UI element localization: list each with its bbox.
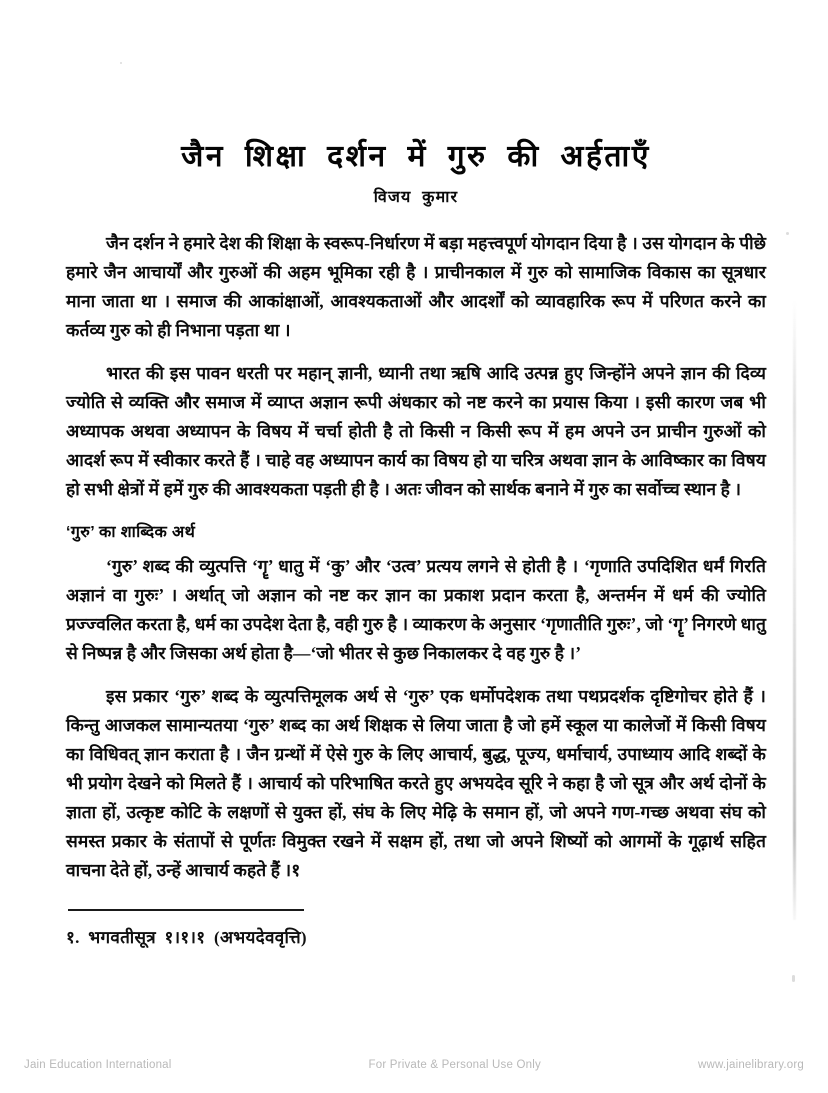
paragraph: इस प्रकार ‘गुरु’ शब्द के व्युत्पत्तिमूलक अर्थ से ‘गुरु’ एक धर्मोपदेशक तथा पथप्रदर्शक दृष्टिगोचर होते हैं । किन्तु आजकल सामान्यतया ‘गुरु’ शब्द का अर्थ शिक्षक से लिया जाता है जो हमें स्कूल या कालेजों में किसी विषय का विधिवत् ज्ञान कराता है । जैन ग्रन्थों में ऐसे गुरु के लिए आचार्य, बुद्ध, पूज्य, धर्माचार्य, उपाध्याय आदि शब्दों के भी प्रयोग देखने को मिलते हैं । आचार्य को परिभाषित करते हुए अभयदेव सूरि ने कहा है जो सूत्र और अर्थ दोनों के ज्ञाता हों, उत्कृष्ट कोटि के लक्षणों से युक्त हों, संघ के लिए मेढ़ि के समान हों, जो अपने गण-गच्छ अथवा संघ को समस्त प्रकार के संतापों से पूर्णतः विमुक्त रखने में सक्षम हों, तथा जो अपने शिष्यों को आगमों के गूढ़ार्थ सहित वाचना देते हों, उन्हें आचार्य कहते हैं ।१ bbox=[66, 685, 766, 880]
section-subheading: ‘गुरु’ का शाब्दिक अर्थ bbox=[66, 523, 196, 541]
footer-organization: Jain Education International bbox=[24, 1059, 172, 1071]
footnote-entry: १. भगवतीसूत्र १।१।१ (अभयदेववृत्ति) bbox=[66, 927, 307, 947]
footer-website-url: www.jainelibrary.org bbox=[697, 1059, 804, 1071]
scan-gutter-artifact bbox=[793, 300, 796, 920]
author-byline: विजय कुमार bbox=[373, 188, 459, 206]
footnote-section bbox=[66, 909, 766, 948]
scan-speck-icon bbox=[792, 975, 795, 982]
page-title: जैन शिक्षा दर्शन में गुरु की अर्हताएँ bbox=[181, 140, 651, 173]
paragraph: जैन दर्शन ने हमारे देश की शिक्षा के स्वरूप-निर्धारण में बड़ा महत्त्वपूर्ण योगदान दिया है । उस योगदान के पीछे हमारे जैन आचार्यों और गुरुओं की अहम भूमिका रही है । प्राचीनकाल में गुरु को सामाजिक विकास का सूत्रधार माना जाता था । समाज की आकांक्षाओं, आवश्यकताओं और आदर्शों को व्यावहारिक रूप में परिणत करने का कर्तव्य गुरु को ही निभाना पड़ता था । bbox=[66, 232, 766, 340]
paragraph: ‘गुरु’ शब्द की व्युत्पत्ति ‘गॄ’ धातु में ‘कु’ और ‘उत्व’ प्रत्यय लगने से होती है । ‘गृणाति उपदिशित धर्मं गिरति अज्ञानं वा गुरुः’ । अर्थात् जो अज्ञान को नष्ट कर ज्ञान का प्रकाश प्रदान करता है, अन्तर्मन में धर्म की ज्योति प्रज्ज्वलित करता है, धर्म का उपदेश देता है, वही गुरु है । व्याकरण के अनुसार ‘गृणातीति गुरुः’, जो ‘गॄ’ निगरणे धातु से निष्पन्न है और जिसका अर्थ होता है—‘जो भीतर से कुछ निकालकर दे वह गुरु है ।’ bbox=[66, 555, 766, 663]
paragraph: भारत की इस पावन धरती पर महान् ज्ञानी, ध्यानी तथा ऋषि आदि उत्पन्न हुए जिन्होंने अपने ज्ञान की दिव्य ज्योति से व्यक्ति और समाज में व्याप्त अज्ञान रूपी अंधकार को नष्ट करने का प्रयास किया । इसी कारण जब भी अध्यापक अथवा अध्यापन के विषय में चर्चा होती है तो किसी न किसी रूप में हम अपने उन प्राचीन गुरुओं को आदर्श रूप में स्वीकार करते हैं । चाहे वह अध्यापन कार्य का विषय हो या चरित्र अथवा ज्ञान के आविष्कार का विषय हो सभी क्षेत्रों में हमें गुरु की आवश्यकता पड़ती ही है । अतः जीवन को सार्थक बनाने में गुरु का सर्वोच्च स्थान है । bbox=[66, 362, 766, 499]
footnote-separator-rule bbox=[68, 909, 304, 911]
page-content bbox=[66, 0, 766, 948]
article-body bbox=[66, 229, 766, 885]
page-footer bbox=[0, 1059, 828, 1071]
scan-speck-icon bbox=[786, 232, 789, 235]
footer-usage-notice: For Private & Personal Use Only bbox=[368, 1059, 541, 1071]
